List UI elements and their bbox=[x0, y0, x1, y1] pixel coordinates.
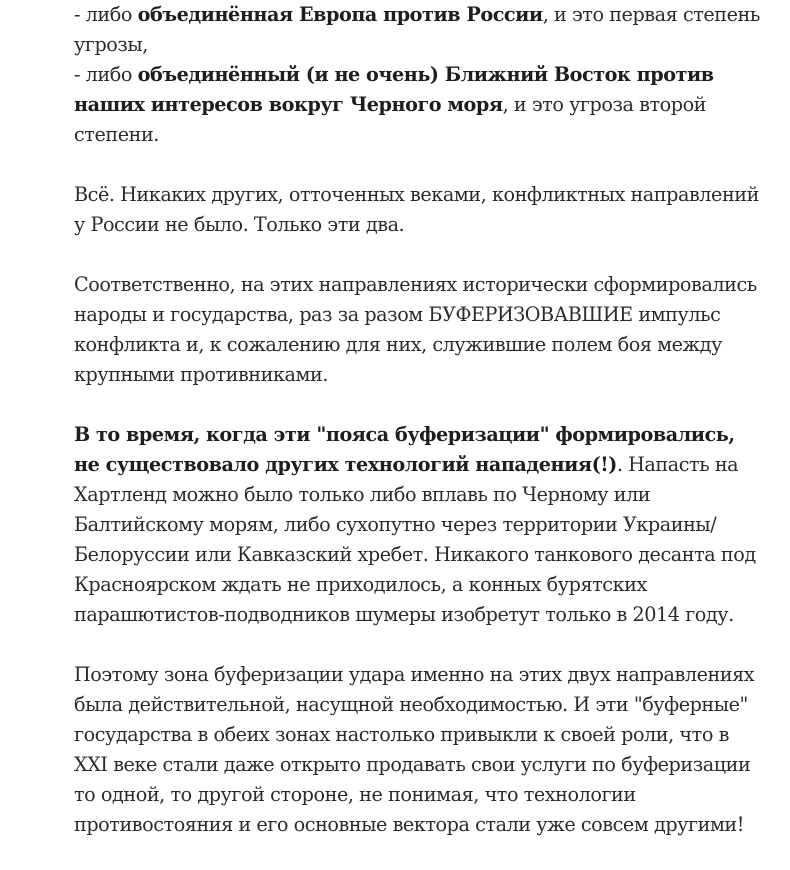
paragraph-technologies bbox=[74, 420, 764, 630]
list-item-suffix: , и это угроза второй степени. bbox=[74, 93, 707, 146]
paragraph-buffer-states: Соответственно, на этих направлениях исторически сформировались народы и государства, раз за разом БУФЕРИЗОВАВШИЕ импульс конфликта и, к сожалению для них, служившие полем боя между крупными противниками. bbox=[74, 273, 757, 386]
article-body bbox=[74, 0, 764, 870]
list-item-middle-east bbox=[74, 60, 764, 150]
paragraph-conclusion: Всё. Никаких других, отточенных веками, конфликтных направлений у России не было. Только эти два. bbox=[74, 183, 759, 236]
list-item-bold: объединённая Европа против России bbox=[137, 3, 543, 26]
list-item-suffix: , и это первая степень угрозы, bbox=[74, 3, 760, 56]
paragraph-buffer-zone: Поэтому зона буферизации удара именно на этих двух направлениях была действительной, насущной необходимостью. И эти "буферные" государства в обеих зонах настолько привыкли к своей роли, что в XXI веке стали даже открыто продавать свои услуги по буферизации то одной, то другой стороне, не понимая, что технологии противостояния и его основные вектора стали уже совсем другими! bbox=[74, 663, 755, 836]
paragraph-bold-lead: В то время, когда эти "пояса буферизации" формировались, не существовало других технологий нападения(!) bbox=[74, 423, 735, 476]
paragraph-rest: . Напасть на Хартленд можно было только либо вплавь по Черному или Балтийскому морям, либо сухопутно через территории Украины/ Белоруссии или Кавказский хребет. Никакого танкового десанта под Красноярском ждать не приходилось, а конных бурятских парашютистов-подводников шумеры изобретут только в 2014 году. bbox=[74, 453, 756, 626]
list-item-prefix: - либо bbox=[74, 3, 138, 26]
list-item-europe bbox=[74, 0, 764, 60]
list-item-prefix: - либо bbox=[74, 63, 138, 86]
list-item-bold: объединённый (и не очень) Ближний Восток против наших интересов вокруг Черного моря bbox=[74, 63, 714, 116]
